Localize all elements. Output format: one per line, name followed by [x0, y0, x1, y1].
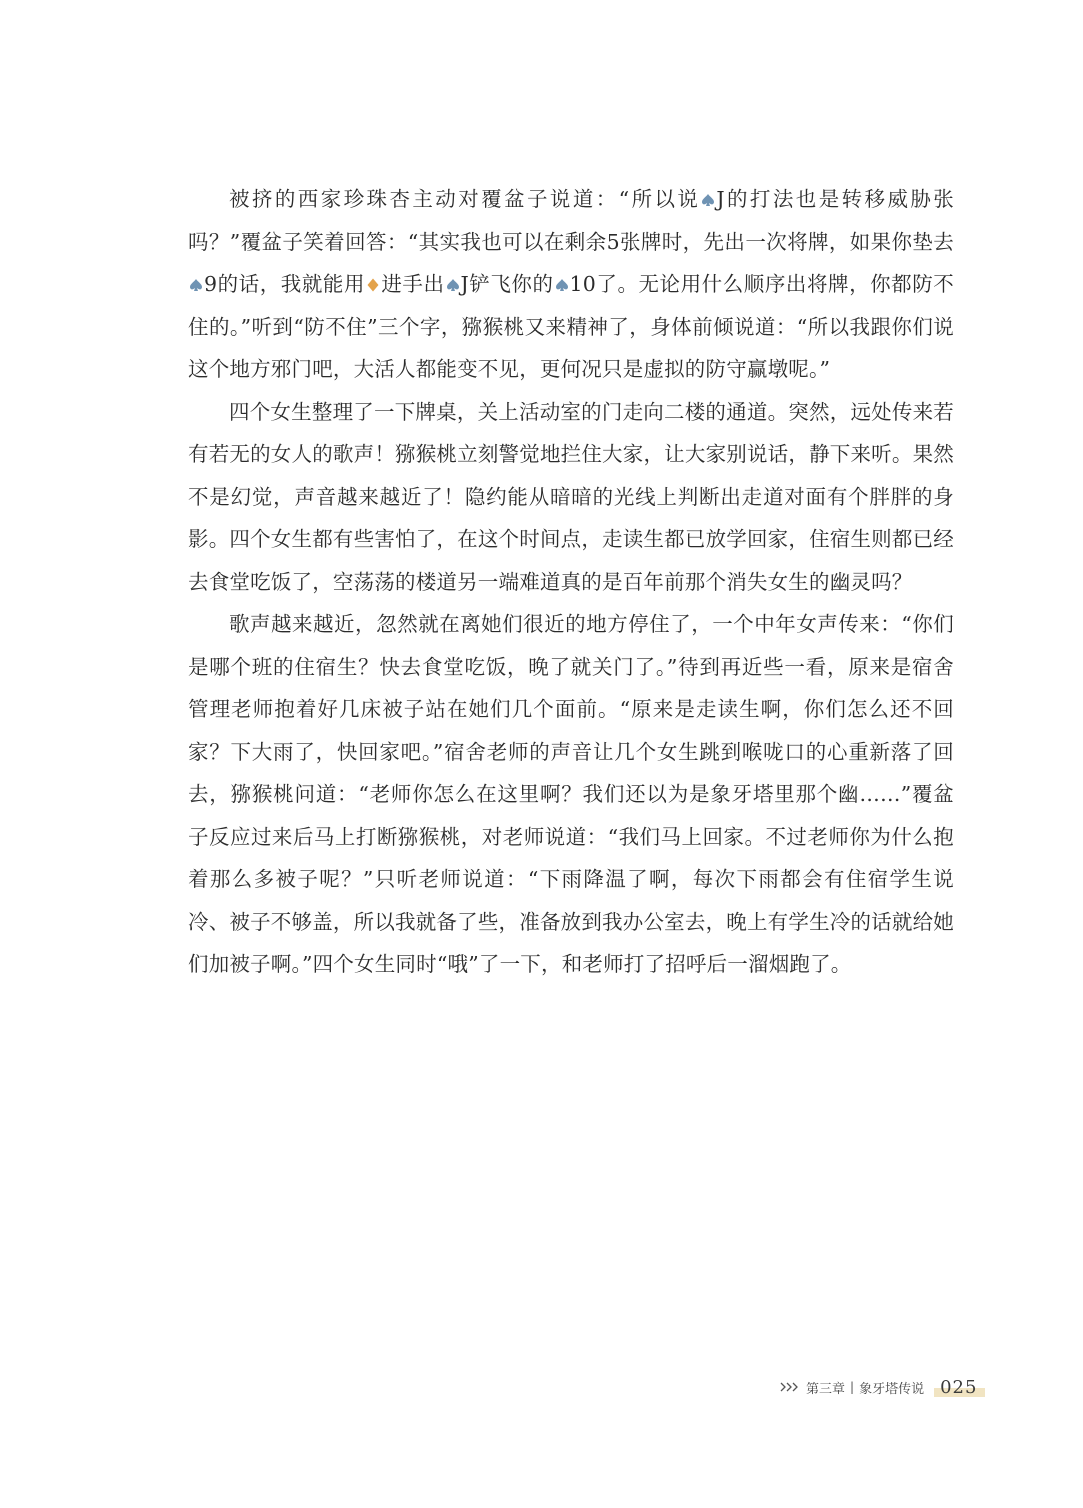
- article-body: [188, 178, 954, 986]
- paragraph-text: 四个女生整理了一下牌桌，关上活动室的门走向二楼的通道。突然，远处传来若有若无的女人的歌声！猕猴桃立刻警觉地拦住大家，让大家别说话，静下来听。果然不是幻觉，声音越来越近了！隐约能从暗暗的光线上判断出走道对面有个胖胖的身影。四个女生都有些害怕了，在这个时间点，走读生都已放学回家，住宿生则都已经去食堂吃饭了，空荡荡的楼道另一端难道真的是百年前那个消失女生的幽灵吗？: [188, 399, 954, 594]
- diamond-icon: [366, 278, 380, 292]
- paragraph: [188, 391, 954, 604]
- chapter-title: 象牙塔传说: [859, 1381, 925, 1397]
- paragraph-text: 歌声越来越近，忽然就在离她们很近的地方停住了，一个中年女声传来：“你们是哪个班的住宿生？快去食堂吃饭，晚了就关门了。”待到再近些一看，原来是宿舍管理老师抱着好几床被子站在她们几个面前。“原来是走读生啊，你们怎么还不回家？下大雨了，快回家吧。”宿舍老师的声音让几个女生跳到喉咙口的心重新落了回去，猕猴桃问道：“老师你怎么在这里啊？我们还以为是象牙塔里那个幽……”覆盆子反应过来后马上打断猕猴桃，对老师说道：“我们马上回家。不过老师你为什么抱着那么多被子呢？”只听老师说道：“下雨降温了啊，每次下雨都会有住宿学生说冷、被子不够盖，所以我就备了些，准备放到我办公室去，晚上有学生冷的话就给她们加被子啊。”四个女生同时“哦”了一下，和老师打了招呼后一溜烟跑了。: [188, 612, 954, 976]
- paragraph-text: 10了。无论用什么顺序出将牌，你都防不住的。”听到“防不住”三个字，猕猴桃又来精神了，身体前倾说道：“所以我跟你们说这个地方邪门吧，大活人都能变不见，更何况只是虚拟的防守赢墩呢。”: [188, 272, 954, 381]
- spade-icon: [555, 278, 569, 292]
- paragraph-text: 9的话，我就能用: [204, 272, 365, 296]
- page-number-block: [938, 1377, 979, 1398]
- page-number: 025: [940, 1376, 978, 1398]
- paragraph-text: J铲飞你的: [460, 272, 554, 296]
- paragraph-text: J的打法也是转移威胁张吗？”覆盆子笑着回答：“其实我也可以在剩余5张牌时，先出一次将牌，如果你垫去: [188, 187, 954, 254]
- page-footer: [780, 1376, 1000, 1398]
- chevron-right-icon: [780, 1382, 798, 1392]
- paragraph-text: 被挤的西家珍珠杏主动对覆盆子说道：“所以说: [229, 187, 701, 211]
- paragraph-text: 进手出: [381, 272, 445, 296]
- paragraph: [188, 178, 954, 391]
- spade-icon: [701, 193, 715, 207]
- chapter-label: 第三章: [806, 1381, 846, 1397]
- paragraph: [188, 603, 954, 986]
- spade-icon: [189, 278, 203, 292]
- footer-separator: |: [850, 1380, 855, 1394]
- spade-icon: [446, 278, 460, 292]
